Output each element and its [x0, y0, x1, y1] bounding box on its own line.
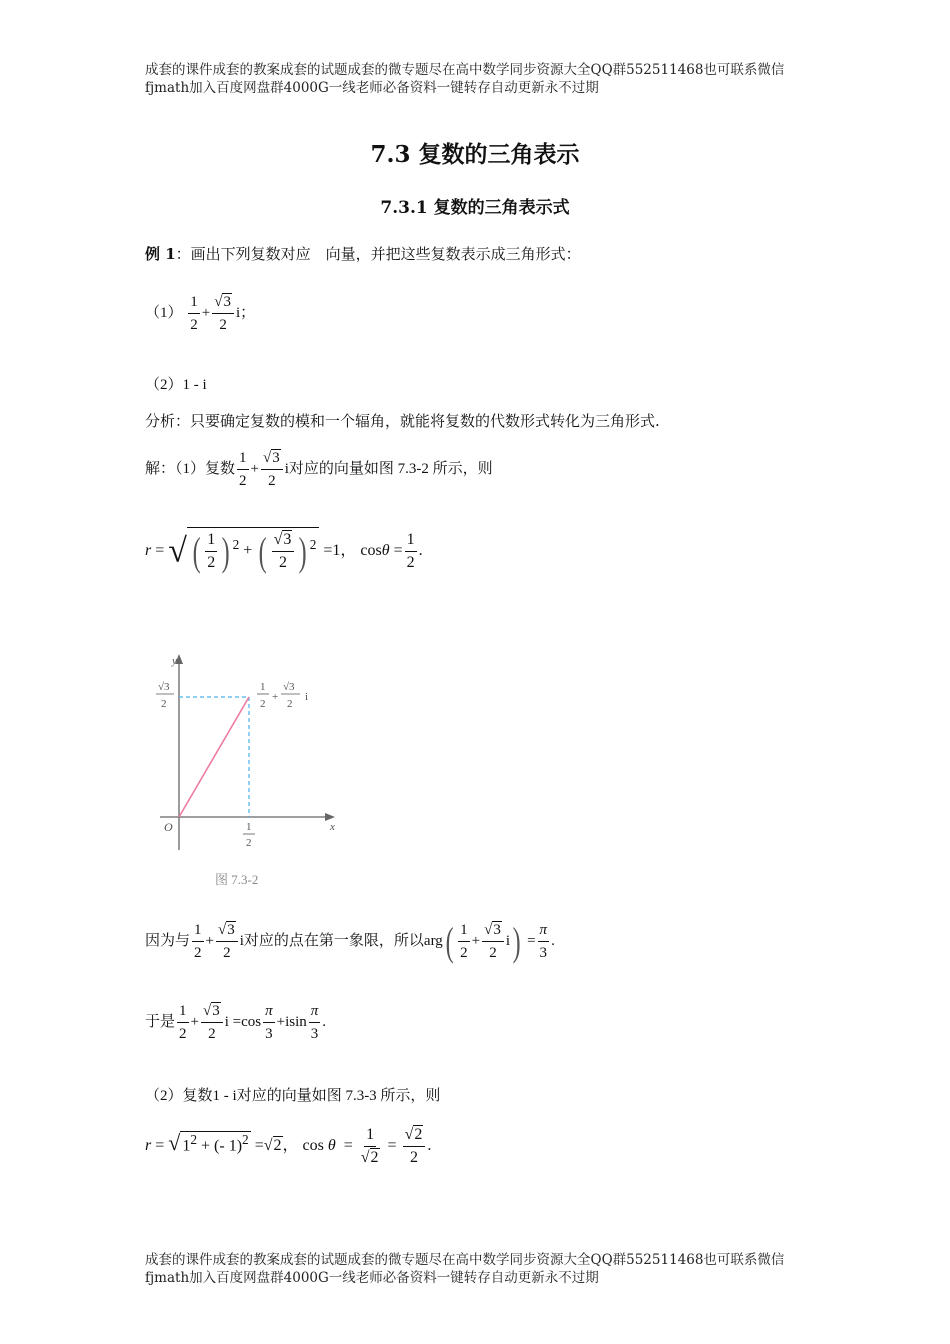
y-tick-label	[156, 681, 174, 710]
origin-label: O	[164, 820, 173, 834]
item-2	[145, 373, 207, 394]
part2-expr: 1 - i	[212, 1088, 237, 1104]
item-1: （1） $\frac{1}{2}$ + $\frac{√3}{2}$ i；	[145, 291, 255, 336]
svg-text:1: 1	[246, 821, 252, 833]
figure-caption: 图 7.3-2	[215, 872, 259, 887]
svg-text:√3: √3	[158, 681, 170, 693]
header-banner: 成套的课件成套的教案成套的试题成套的微专题尽在高中数学同步资源大全QQ群552511468也可联系微信fjmath加入百度网盘群4000G一线老师必备资料一键转存自动更新永不过期	[145, 62, 785, 96]
example-text: ：画出下列复数对应 向量，并把这些复数表示成三角形式：	[175, 245, 581, 263]
svg-text:2: 2	[260, 698, 266, 710]
solution-tail: 对应的向量如图 7.3-2 所示，则	[288, 460, 493, 477]
solution-2	[145, 1084, 440, 1105]
svg-text:+: +	[272, 691, 279, 703]
figure-7-3-2	[150, 650, 350, 890]
page-title: 7.3 复数的三角表示	[370, 141, 580, 168]
item-2-label: （2）	[145, 377, 183, 393]
item-2-expr: 1 - i	[182, 377, 207, 393]
example-1-prompt	[145, 243, 581, 264]
item-1-label: （1）	[145, 304, 183, 321]
footer-banner: 成套的课件成套的教案成套的试题成套的微专题尽在高中数学同步资源大全QQ群552511468也可联系微信fjmath加入百度网盘群4000G一线老师必备资料一键转存自动更新永不过期	[145, 1252, 785, 1286]
conclusion-lead: 于是	[145, 1013, 176, 1030]
solution-lead: 解：（1）复数	[145, 460, 236, 477]
trig-form-result: 于是 $\frac{1}{2}$ + $\frac{√3}{2}$ i =cos $\frac{\pi}{3}$ +isin $\frac{\pi}{3}$ .	[145, 1000, 326, 1045]
x-axis-label: x	[330, 821, 335, 833]
reason-lead: 因为与	[145, 932, 191, 949]
svg-text:i: i	[305, 691, 309, 703]
x-axis-arrow	[325, 813, 335, 821]
example-label: 例 1	[145, 245, 176, 263]
arg-label: arg	[423, 932, 443, 949]
svg-text:2: 2	[161, 698, 167, 710]
analysis-text: 分析：只要确定复数的模和一个辐角，就能将复数的代数形式转化为三角形式.	[145, 412, 660, 430]
svg-text:1: 1	[260, 681, 266, 693]
modulus-formula: r = √ ( $\frac{1}{2}$ ) $^2$ + ( $\frac{√3}{2}$ ) $^2$ =1， cosθ = $\frac{1}{2}$ .	[145, 529, 423, 574]
point-label	[257, 681, 308, 710]
x-tick-label	[243, 821, 255, 849]
argument-statement: 因为与 $\frac{1}{2}$ + $\frac{√3}{2}$ i对应的点在第一象限，所以arg( $\frac{1}{2}$ + $\frac{√3}{2}$ i) = $\frac{\pi}{3}$ .	[145, 919, 555, 964]
solution-1: 解：（1）复数 $\frac{1}{2}$ + $\frac{√3}{2}$ i对应的向量如图 7.3-2 所示，则	[145, 447, 493, 492]
part2-tail: 对应的向量如图 7.3-3 所示，则	[236, 1088, 441, 1104]
vector-line	[179, 697, 249, 817]
reason-mid: 对应的点在第一象限，所以	[243, 932, 424, 949]
svg-text:√3: √3	[283, 681, 295, 693]
y-axis-label: y	[172, 655, 177, 667]
section-subtitle: 7.3.1 复数的三角表示式	[380, 198, 570, 218]
modulus-formula-2: r = √ $1^2$ + (- 1)$^2$ =√2， cos θ = $\frac{1}{√2}$ = $\frac{√2}{2}$ .	[145, 1126, 432, 1166]
part2-lead: （2）复数	[145, 1088, 213, 1104]
svg-text:2: 2	[246, 837, 252, 849]
item-1-tail: i；	[235, 304, 256, 321]
svg-text:2: 2	[287, 698, 293, 710]
